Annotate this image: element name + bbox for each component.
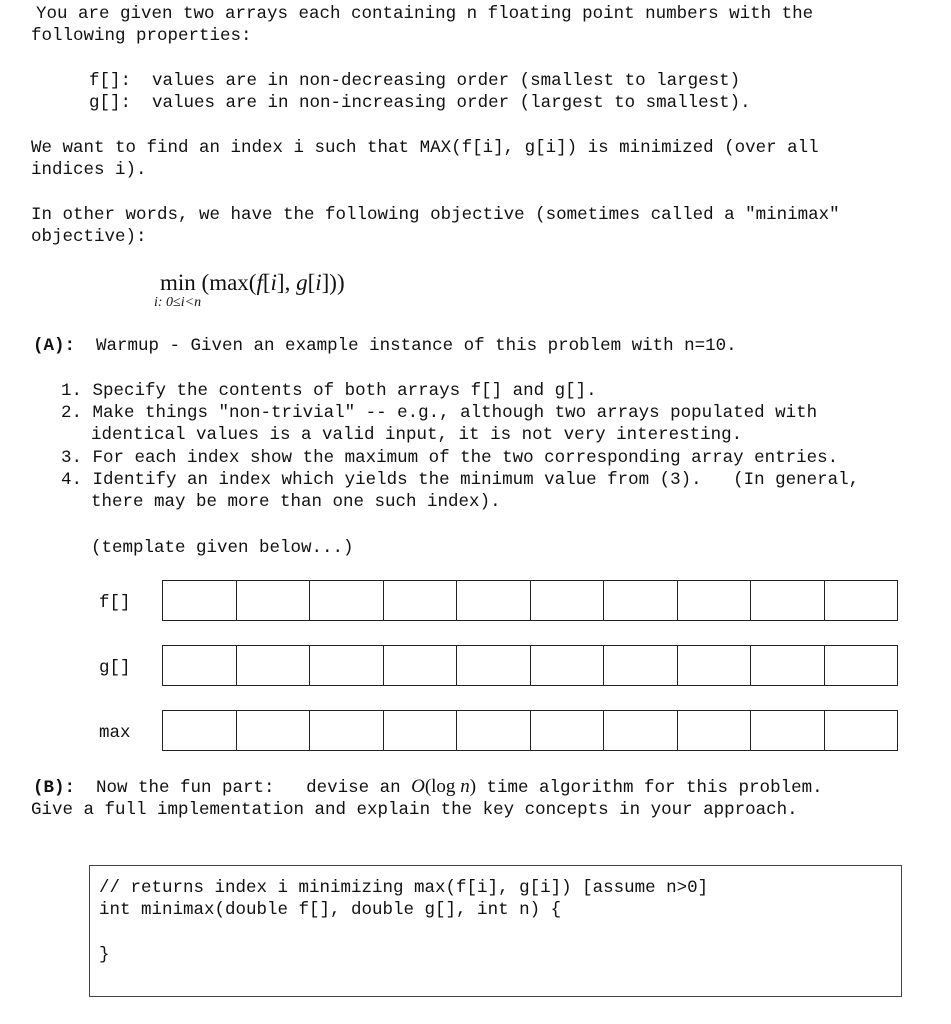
part-a-item-1: 1. Specify the contents of both arrays f[] and g[]. bbox=[61, 381, 597, 401]
grid-cell[interactable] bbox=[457, 581, 531, 620]
part-b-label: (B): bbox=[33, 778, 76, 798]
grid-row-g bbox=[162, 645, 898, 686]
grid-cell[interactable] bbox=[457, 646, 531, 685]
grid-cell[interactable] bbox=[237, 646, 311, 685]
grid-cell[interactable] bbox=[825, 646, 898, 685]
grid-cell[interactable] bbox=[163, 581, 237, 620]
row-label-f: f[] bbox=[99, 593, 131, 613]
grid-cell[interactable] bbox=[604, 581, 678, 620]
grid-cell[interactable] bbox=[237, 711, 311, 750]
intro-line-1: You are given two arrays each containing n floating point numbers with the bbox=[36, 4, 814, 24]
minimax-formula: min (max(f[i], g[i])) bbox=[160, 270, 345, 295]
grid-cell[interactable] bbox=[751, 711, 825, 750]
part-a-item-4-cont: there may be more than one such index). bbox=[91, 492, 501, 512]
row-label-max: max bbox=[99, 723, 131, 743]
grid-cell[interactable] bbox=[310, 646, 384, 685]
part-a-item-3: 3. For each index show the maximum of the two corresponding array entries. bbox=[61, 448, 839, 468]
objective-line-1: In other words, we have the following objective (sometimes called a "minimax" bbox=[31, 205, 840, 225]
grid-cell[interactable] bbox=[384, 581, 458, 620]
row-label-g: g[] bbox=[99, 658, 131, 678]
property-f: f[]: values are in non-decreasing order (smallest to largest) bbox=[89, 71, 741, 91]
objective-line-2: objective): bbox=[31, 227, 147, 247]
grid-row-f bbox=[162, 580, 898, 621]
grid-cell[interactable] bbox=[604, 711, 678, 750]
grid-cell[interactable] bbox=[751, 581, 825, 620]
grid-cell[interactable] bbox=[384, 646, 458, 685]
grid-row-max bbox=[162, 710, 898, 751]
grid-cell[interactable] bbox=[678, 581, 752, 620]
grid-cell[interactable] bbox=[457, 711, 531, 750]
formula-subscript: i: 0≤i<n bbox=[154, 295, 202, 310]
part-a-item-4: 4. Identify an index which yields the minimum value from (3). (In general, bbox=[61, 470, 860, 490]
code-closing-brace: } bbox=[99, 945, 110, 965]
part-a-text: Warmup - Given an example instance of this problem with n=10. bbox=[96, 336, 737, 356]
part-a-heading bbox=[33, 335, 737, 357]
part-b-line-1: (B): Now the fun part: devise an O(log n) time algorithm for this problem. bbox=[33, 776, 823, 798]
grid-cell[interactable] bbox=[384, 711, 458, 750]
grid-cell[interactable] bbox=[825, 581, 898, 620]
grid-cell[interactable] bbox=[678, 711, 752, 750]
goal-line-1: We want to find an index i such that MAX(f[i], g[i]) is minimized (over all bbox=[31, 138, 819, 158]
grid-cell[interactable] bbox=[163, 711, 237, 750]
grid-cell[interactable] bbox=[825, 711, 898, 750]
formula-min: min bbox=[160, 270, 196, 295]
grid-cell[interactable] bbox=[531, 711, 605, 750]
grid-cell[interactable] bbox=[310, 711, 384, 750]
grid-cell[interactable] bbox=[237, 581, 311, 620]
part-a-label: (A): bbox=[33, 336, 76, 356]
intro-line-2: following properties: bbox=[31, 26, 252, 46]
code-signature: int minimax(double f[], double g[], int n) { bbox=[99, 900, 562, 920]
big-o-notation: O(log n) bbox=[411, 776, 477, 797]
grid-cell[interactable] bbox=[310, 581, 384, 620]
part-a-item-2: 2. Make things "non-trivial" -- e.g., although two arrays populated with bbox=[61, 403, 818, 423]
grid-cell[interactable] bbox=[678, 646, 752, 685]
goal-line-2: indices i). bbox=[31, 160, 147, 180]
part-a-item-2-cont: identical values is a valid input, it is not very interesting. bbox=[91, 425, 743, 445]
grid-cell[interactable] bbox=[531, 646, 605, 685]
grid-cell[interactable] bbox=[751, 646, 825, 685]
grid-cell[interactable] bbox=[604, 646, 678, 685]
template-note: (template given below...) bbox=[91, 538, 354, 558]
grid-cell[interactable] bbox=[163, 646, 237, 685]
part-b-line-2: Give a full implementation and explain the key concepts in your approach. bbox=[31, 800, 798, 820]
property-g: g[]: values are in non-increasing order (largest to smallest). bbox=[89, 93, 751, 113]
grid-cell[interactable] bbox=[531, 581, 605, 620]
code-comment: // returns index i minimizing max(f[i], g[i]) [assume n>0] bbox=[99, 878, 709, 898]
